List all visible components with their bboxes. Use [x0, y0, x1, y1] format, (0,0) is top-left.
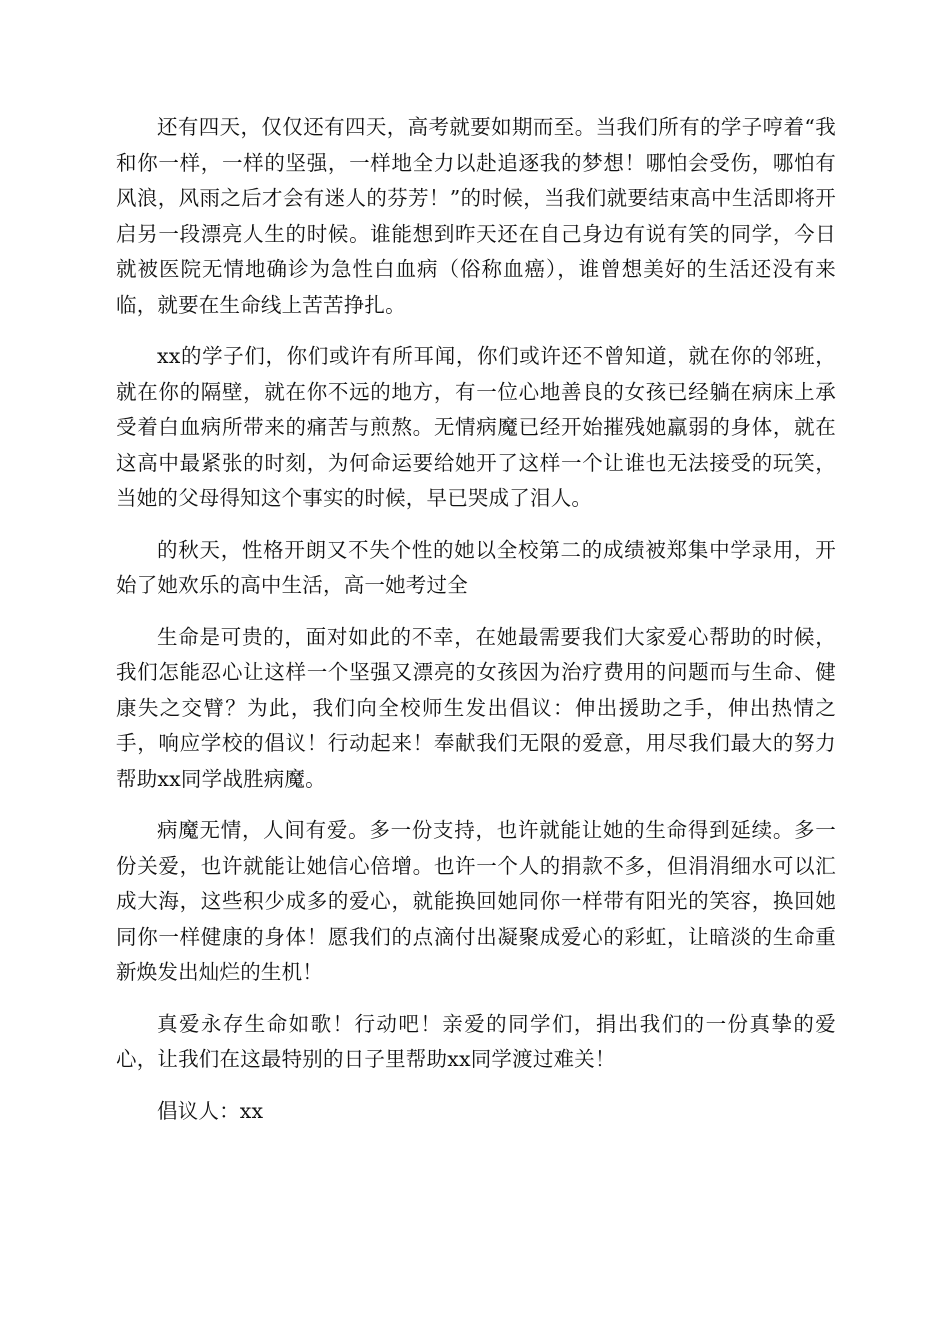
paragraph-3: 的秋天，性格开朗又不失个性的她以全校第二的成绩被郑集中学录用，开始了她欢乐的高中生活，高一她考过全	[116, 537, 836, 597]
paragraph-2: xx的学子们，你们或许有所耳闻，你们或许还不曾知道，就在你的邻班，就在你的隔壁，就在你不远的地方，有一位心地善良的女孩已经躺在病床上承受着白血病所带来的痛苦与煎熬。无情病魔已经开始摧残她羸弱的身体，就在这高中最紧张的时刻，为何命运要给她开了这样一个让谁也无法接受的玩笑，当她的父母得知这个事实的时候，早已哭成了泪人。	[116, 344, 836, 510]
document-body	[116, 110, 836, 1129]
paragraph-5: 病魔无情，人间有爱。多一份支持，也许就能让她的生命得到延续。多一份关爱，也许就能让她信心倍增。也许一个人的捐款不多，但涓涓细水可以汇成大海，这些积少成多的爱心，就能换回她同你一样带有阳光的笑容，换回她同你一样健康的身体！愿我们的点滴付出凝聚成爱心的彩虹，让暗淡的生命重新焕发出灿烂的生机！	[116, 818, 836, 984]
paragraph-1: 还有四天，仅仅还有四天，高考就要如期而至。当我们所有的学子哼着“我和你一样，一样的坚强，一样地全力以赴追逐我的梦想！哪怕会受伤，哪怕有风浪，风雨之后才会有迷人的芬芳！”的时候，当我们就要结束高中生活即将开启另一段漂亮人生的时候。谁能想到昨天还在自己身边有说有笑的同学，今日就被医院无情地确诊为急性白血病（俗称血癌），谁曾想美好的生活还没有来临，就要在生命线上苦苦挣扎。	[116, 115, 836, 317]
signature-line: 倡议人：xx	[157, 1098, 264, 1123]
paragraph-4: 生命是可贵的，面对如此的不幸，在她最需要我们大家爱心帮助的时候，我们怎能忍心让这样一个坚强又漂亮的女孩因为治疗费用的问题而与生命、健康失之交臂？为此，我们向全校师生发出倡议：伸出援助之手，伸出热情之手，响应学校的倡议！行动起来！奉献我们无限的爱意，用尽我们最大的努力帮助xx同学战胜病魔。	[116, 624, 836, 791]
paragraph-6: 真爱永存生命如歌！行动吧！亲爱的同学们，捐出我们的一份真挚的爱心，让我们在这最特别的日子里帮助xx同学渡过难关！	[116, 1011, 836, 1071]
